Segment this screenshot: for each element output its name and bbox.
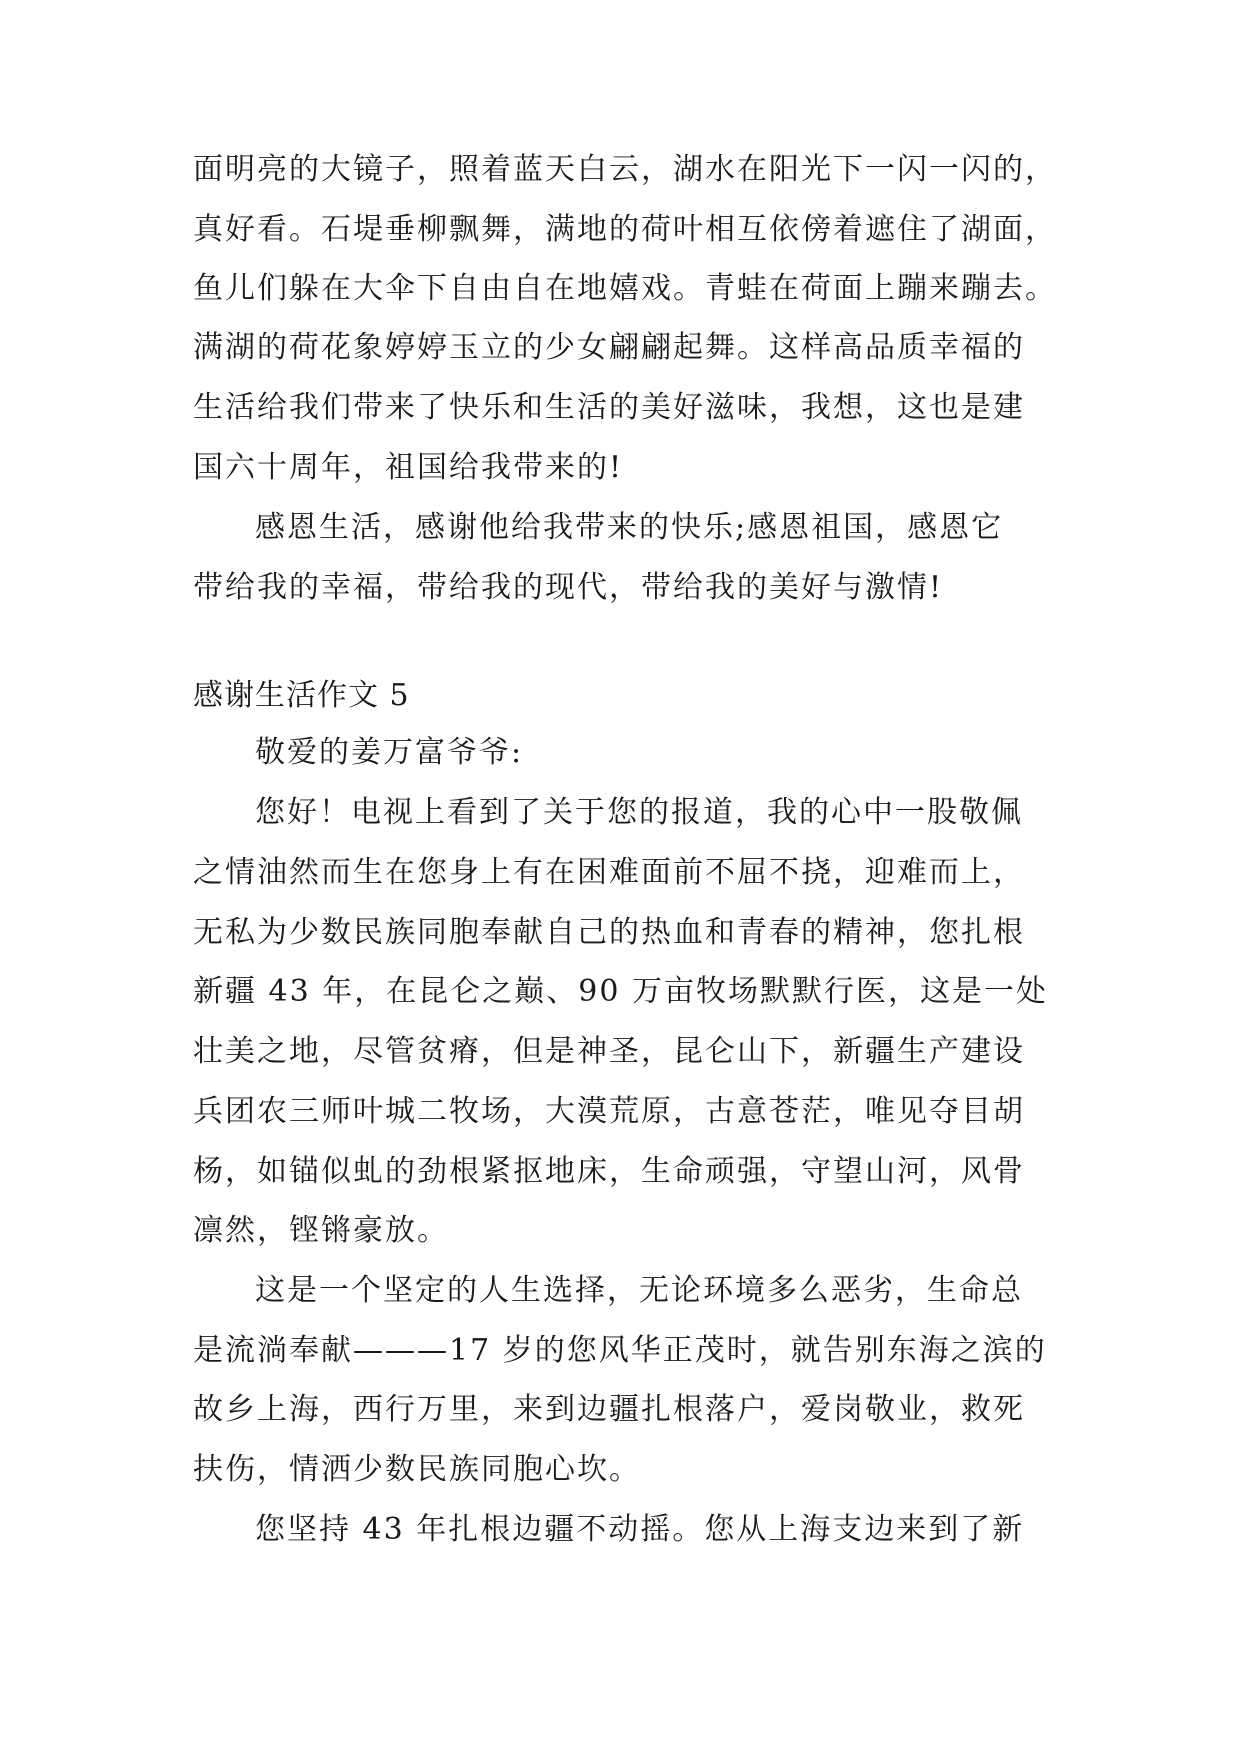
text-line: 真好看。石堤垂柳飘舞，满地的荷叶相互依傍着遮住了湖面， [193,212,1057,247]
salutation: 敬爱的姜万富爷爷: [255,735,524,770]
text-line: 是流淌奉献———17 岁的您风华正茂时，就告别东海之滨的 [193,1333,1047,1368]
text-line: 新疆 43 年，在昆仑之巅、90 万亩牧场默默行医，这是一处 [193,974,1048,1009]
text-line: 鱼儿们躲在大伞下自由自在地嬉戏。青蛙在荷面上蹦来蹦去。 [193,271,1057,306]
text-line: 兵团农三师叶城二牧场，大漠荒原，古意苍茫，唯见夺目胡 [193,1094,1025,1129]
text-line: 生活给我们带来了快乐和生活的美好滋味，我想，这也是建 [193,390,1025,425]
text-line: 满湖的荷花象婷婷玉立的少女翩翩起舞。这样高品质幸福的 [193,330,1025,365]
text-line: 您坚持 43 年扎根边疆不动摇。您从上海支边来到了新 [255,1512,1025,1547]
text-line: 带给我的幸福，带给我的现代，带给我的美好与激情! [193,570,944,605]
text-line: 凛然，铿锵豪放。 [193,1213,449,1248]
text-line: 壮美之地，尽管贫瘠，但是神圣，昆仑山下，新疆生产建设 [193,1034,1025,1069]
text-line: 故乡上海，西行万里，来到边疆扎根落户，爱岗敬业，救死 [193,1392,1025,1427]
essay-title: 感谢生活作文 5 [193,678,410,713]
text-line: 无私为少数民族同胞奉献自己的热血和青春的精神，您扎根 [193,915,1025,950]
text-line: 这是一个坚定的人生选择，无论环境多么恶劣，生命总 [255,1273,1023,1308]
text-line: 国六十周年，祖国给我带来的! [193,450,624,485]
text-line: 扶伤，情洒少数民族同胞心坎。 [193,1452,641,1487]
text-line: 感恩生活，感谢他给我带来的快乐;感恩祖国，感恩它 [255,510,1004,545]
text-line: 您好！电视上看到了关于您的报道，我的心中一股敬佩 [255,795,1023,830]
text-line: 杨，如锚似虬的劲根紧抠地床，生命顽强，守望山河，风骨 [193,1154,1025,1189]
text-line: 之情油然而生在您身上有在困难面前不屈不挠，迎难而上， [193,855,1025,890]
text-line: 面明亮的大镜子，照着蓝天白云，湖水在阳光下一闪一闪的， [193,152,1057,187]
